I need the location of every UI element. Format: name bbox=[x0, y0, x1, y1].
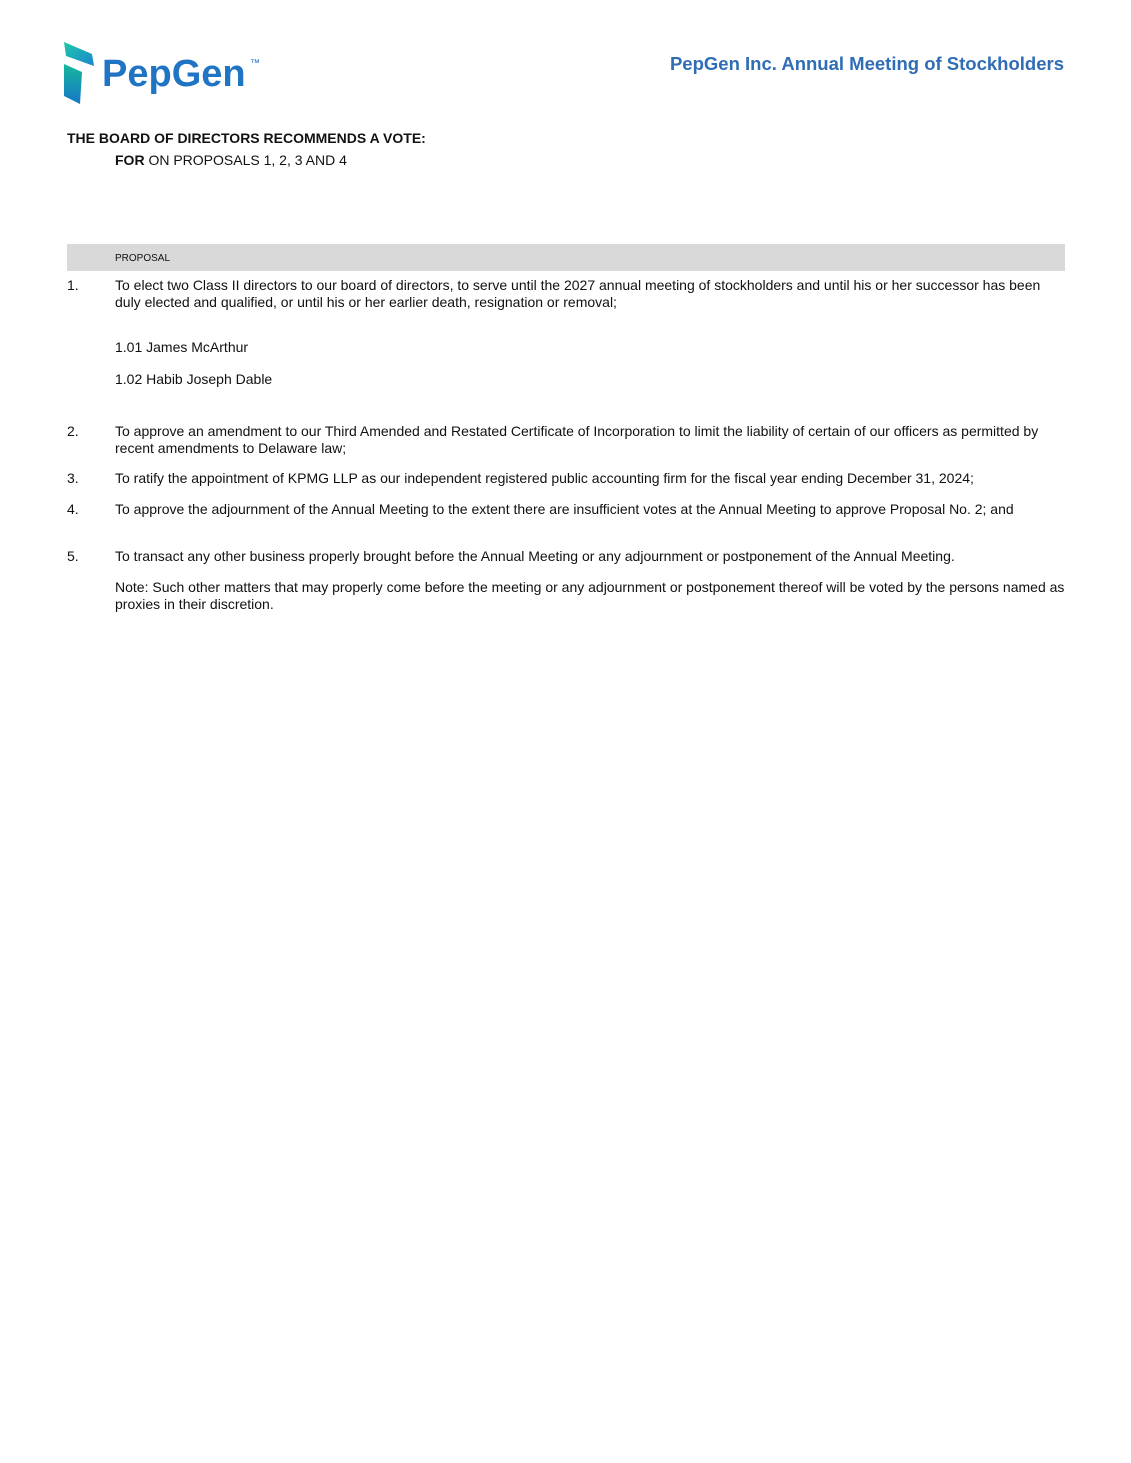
document-title: PepGen Inc. Annual Meeting of Stockholders bbox=[669, 53, 1064, 74]
nominee-item: 1.01 James McArthur bbox=[115, 339, 249, 355]
proposal-number: 1. bbox=[67, 277, 79, 293]
for-label: FOR bbox=[115, 152, 145, 168]
for-proposals-text: ON PROPOSALS 1, 2, 3 AND 4 bbox=[144, 152, 347, 168]
proposal-item bbox=[67, 548, 1065, 565]
proposal-item bbox=[67, 423, 1065, 457]
proposal-text: To transact any other business properly brought before the Annual Meeting or any adjournment or postponement of the Annual Meeting. bbox=[115, 548, 955, 564]
proposal-number: 2. bbox=[67, 423, 79, 439]
proposal-header-bar bbox=[67, 244, 1065, 271]
logo-text: PepGen bbox=[102, 53, 246, 95]
proposal-number: 3. bbox=[67, 470, 79, 486]
proposal-text: To ratify the appointment of KPMG LLP as our independent registered public accounting firm for the fiscal year ending December 31, 2024; bbox=[115, 470, 974, 486]
logo-mark-bottom bbox=[64, 64, 82, 104]
board-recommendation-heading: THE BOARD OF DIRECTORS RECOMMENDS A VOTE: bbox=[67, 130, 426, 146]
nominee-item: 1.02 Habib Joseph Dable bbox=[115, 371, 273, 387]
proposal-text: To approve an amendment to our Third Amended and Restated Certificate of Incorporation to limit the liability of certain of our officers as permitted by recent amendments to Delaware law; bbox=[115, 423, 1039, 456]
proposal-note: Note: Such other matters that may properly come before the meeting or any adjournment or postponement thereof will be voted by the persons named as proxies in their discretion. bbox=[115, 579, 1065, 612]
proposal-header-label: PROPOSAL bbox=[115, 253, 171, 264]
pepgen-logo bbox=[62, 40, 272, 110]
proposal-text: To approve the adjournment of the Annual Meeting to the extent there are insufficient votes at the Annual Meeting to approve Proposal No. 2; and bbox=[115, 501, 1014, 517]
proposal-number: 4. bbox=[67, 501, 79, 517]
proposal-text: To elect two Class II directors to our board of directors, to serve until the 2027 annual meeting of stockholders and until his or her successor has been duly elected and qualified, or until his or her earlier death, resignation or removal; bbox=[115, 277, 1041, 310]
logo-mark-top bbox=[64, 42, 94, 66]
proposal-item bbox=[67, 470, 1065, 487]
proposal-item bbox=[67, 501, 1065, 518]
logo-trademark: ™ bbox=[250, 58, 260, 69]
proposal-item bbox=[67, 277, 1065, 311]
board-recommendation-line bbox=[115, 152, 347, 168]
proposal-number: 5. bbox=[67, 548, 79, 564]
